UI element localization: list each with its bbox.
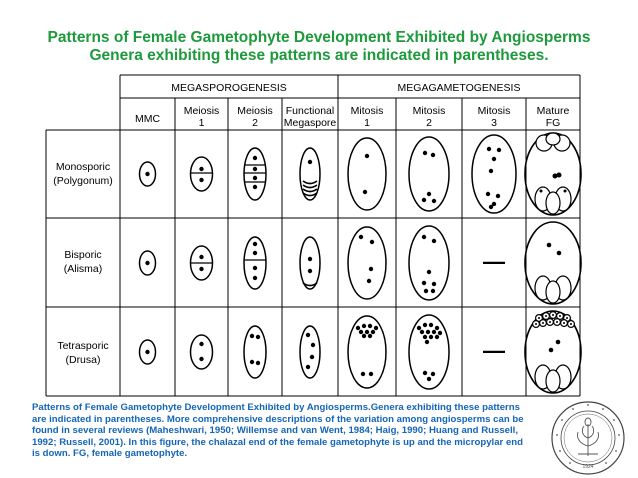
column-header-1-line-1: 1 bbox=[198, 117, 205, 129]
table-headers bbox=[53, 82, 569, 366]
cell-r1-c2 bbox=[244, 237, 266, 289]
svg-text:—: — bbox=[483, 249, 505, 274]
figure-caption: Patterns of Female Gametophyte Development Exhibited by Angiosperms.Genera exhibiting these patterns are indicated in parentheses. More comprehensive descriptions of the variation among angiosperms can be found in several reviews (Maheshwari, 1950; Willemse and van Went, 1984; Haig, 1990; Huang and Russell, 1992; Russell, 2001). In this figure, the chalazal end of the female gametophyte is up and the micropylar end is down. FG, female gametophyte. bbox=[32, 402, 524, 459]
cell-r2-c7 bbox=[525, 311, 581, 393]
cell-r0-c1 bbox=[191, 157, 213, 191]
cell-r2-c5 bbox=[409, 315, 449, 389]
column-header-2-line-0: Meiosis bbox=[237, 105, 273, 117]
cell-r0-c2 bbox=[244, 148, 266, 200]
cell-r1-c0 bbox=[140, 251, 156, 275]
row-label-2-line-1: (Drusa) bbox=[65, 354, 101, 366]
row-label-0-line-0: Monosporic bbox=[55, 161, 111, 173]
cell-r0-c0 bbox=[140, 162, 156, 186]
cell-r0-c5 bbox=[409, 137, 449, 211]
cell-r1-c6 bbox=[483, 249, 505, 274]
cell-r1-c5 bbox=[409, 226, 449, 300]
cell-r2-c0 bbox=[140, 340, 156, 364]
group-header-megasporogenesis: MEGASPOROGENESIS bbox=[171, 82, 287, 94]
row-label-1-line-1: (Alisma) bbox=[63, 263, 103, 275]
svg-text:—: — bbox=[483, 338, 505, 363]
column-header-0: MMC bbox=[134, 113, 161, 125]
column-header-5-line-0: Mitosis bbox=[412, 105, 446, 117]
figure-title-line-2: Genera exhibiting these patterns are indicated in parentheses. bbox=[89, 47, 549, 64]
column-header-1-line-0: Meiosis bbox=[183, 105, 220, 117]
column-header-4-line-0: Mitosis bbox=[350, 105, 384, 117]
cell-r1-c7 bbox=[525, 222, 581, 304]
table-cells bbox=[140, 133, 582, 393]
column-header-2-line-1: 2 bbox=[252, 117, 258, 129]
cell-r1-c4 bbox=[348, 227, 386, 299]
cell-r0-c3 bbox=[300, 148, 320, 200]
group-header-megagametogenesis: MEGAGAMETOGENESIS bbox=[397, 82, 521, 94]
cell-r2-c2 bbox=[244, 326, 266, 378]
row-label-2-line-0: Tetrasporic bbox=[57, 340, 109, 352]
cell-r0-c4 bbox=[348, 138, 386, 210]
column-header-6-line-0: Mitosis bbox=[477, 105, 511, 117]
column-header-7-line-0: Mature bbox=[536, 105, 570, 117]
row-label-0-line-1: (Polygonum) bbox=[53, 175, 113, 187]
column-header-5-line-1: 2 bbox=[426, 117, 432, 129]
cell-r1-c1 bbox=[191, 246, 213, 280]
column-header-4-line-1: 1 bbox=[364, 117, 370, 129]
column-header-6-line-1: 3 bbox=[491, 117, 497, 129]
cell-r2-c1 bbox=[191, 335, 213, 369]
cell-r2-c6 bbox=[483, 338, 505, 363]
cell-r1-c3 bbox=[300, 237, 320, 289]
column-header-3-line-1: Megaspore bbox=[283, 117, 337, 129]
figure-title-line-1: Patterns of Female Gametophyte Development Exhibited by Angiosperms bbox=[47, 29, 591, 46]
cell-r0-c6 bbox=[472, 135, 516, 213]
seal-year: 1924 bbox=[582, 464, 594, 470]
column-header-7-line-1: FG bbox=[545, 117, 561, 129]
society-seal-logo bbox=[548, 398, 628, 478]
column-header-3-line-0: Functional bbox=[285, 105, 335, 117]
cell-r0-c7 bbox=[525, 133, 581, 215]
row-label-1-line-0: Bisporic bbox=[64, 249, 102, 261]
cell-r2-c3 bbox=[300, 326, 320, 378]
cell-r2-c4 bbox=[348, 316, 386, 388]
